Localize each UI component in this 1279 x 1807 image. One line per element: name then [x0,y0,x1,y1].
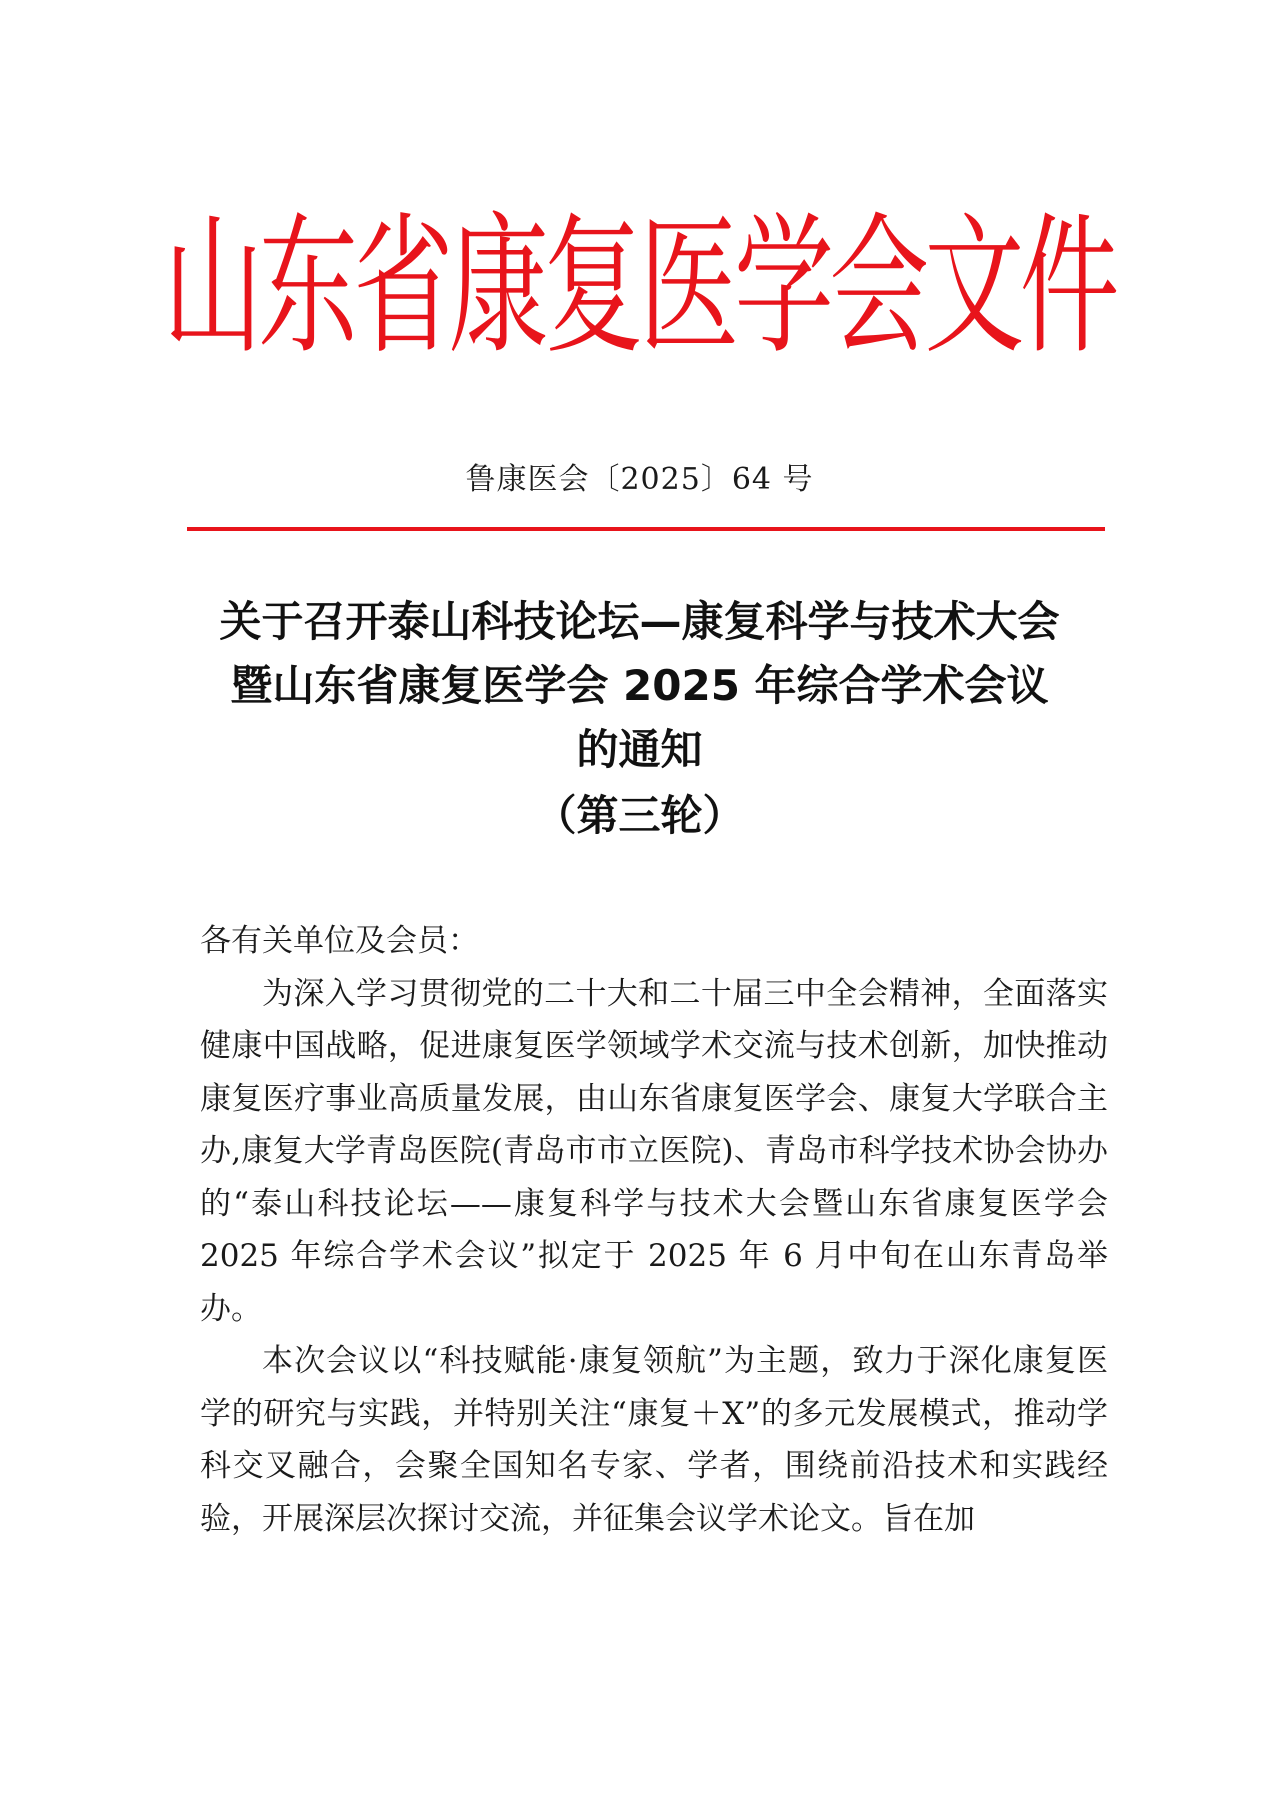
title-line-3: 的通知 [576,725,703,774]
masthead-title [0,199,1279,376]
notice-body [200,915,1108,1545]
title-round: （第三轮） [534,791,745,840]
notice-title [150,590,1129,848]
document-number: 鲁康医会〔2025〕64 号 [465,462,814,497]
title-line-1: 关于召开泰山科技论坛—康复科学与技术大会 [219,597,1060,646]
body-paragraph-1: 为深入学习贯彻党的二十大和二十届三中全会精神，全面落实健康中国战略，促进康复医学领域学术交流与技术创新，加快推动康复医疗事业高质量发展，由山东省康复医学会、康复大学联合主办,康复大学青岛医院(青岛市市立医院)、青岛市科学技术协会协办的“泰山科技论坛——康复科学与技术大会暨山东省康复医学会 2025 年综合学术会议”拟定于 2025 年 6 月中旬在山东青岛举办。 [200,975,1108,1327]
title-line-2: 暨山东省康复医学会 2025 年综合学术会议 [230,661,1049,710]
masthead-text: 山东省康复医学会文件 [163,199,1116,376]
salutation: 各有关单位及会员： [200,923,479,959]
red-divider-line [187,527,1105,531]
body-paragraph-2: 本次会议以“科技赋能·康复领航”为主题，致力于深化康复医学的研究与实践，并特别关注“康复＋X”的多元发展模式，推动学科交叉融合，会聚全国知名专家、学者，围绕前沿技术和实践经验，开展深层次探讨交流，并征集会议学术论文。旨在加 [200,1343,1108,1537]
